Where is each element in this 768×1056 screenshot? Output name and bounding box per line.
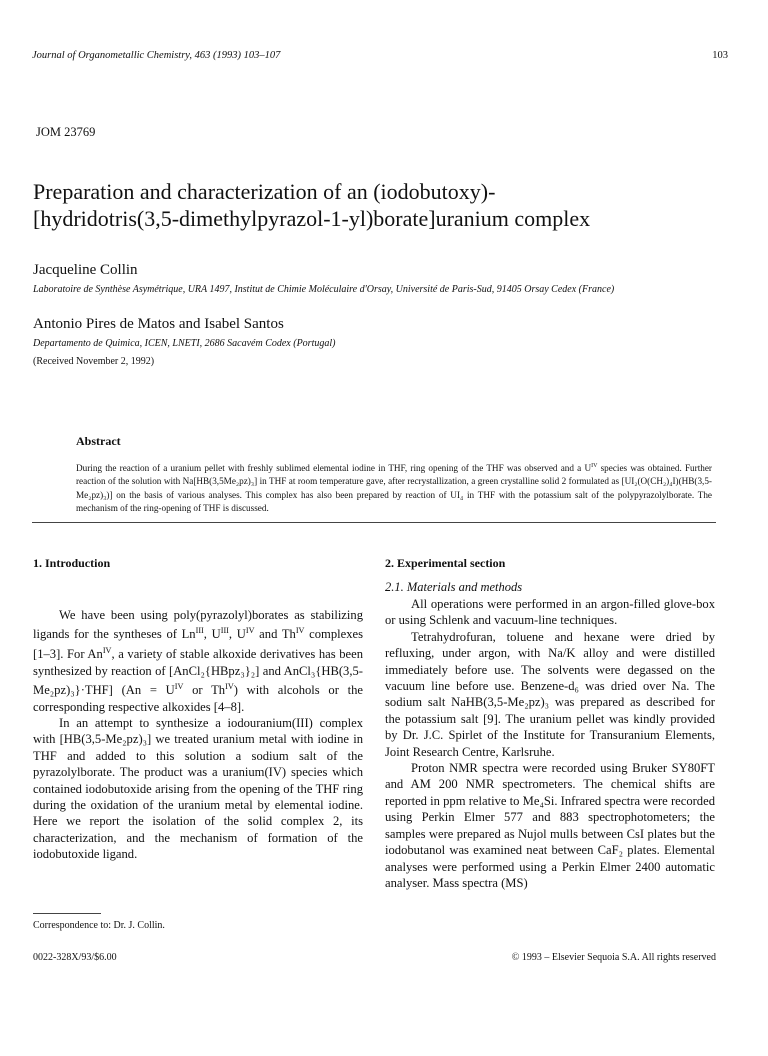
article-id: JOM 23769 [36, 125, 96, 139]
section-divider [32, 522, 716, 523]
section-heading-experimental: 2. Experimental section [385, 556, 506, 570]
journal-citation: Journal of Organometallic Chemistry, 463 (1993) 103–107 [32, 50, 281, 61]
footnote: Correspondence to: Dr. J. Collin. [33, 920, 165, 931]
title-line-1: Preparation and characterization of an (iodobutoxy)- [33, 179, 496, 204]
copyright-notice: © 1993 – Elsevier Sequoia S.A. All rights reserved [511, 952, 716, 963]
paragraph: Tetrahydrofuran, toluene and hexane were dried by refluxing, under argon, with Na/K alloy and were distilled immediately before use. The solvents were degassed on the vacuum line before use. Benzene-d₆ was dried over Na. The sodium salt NaHB(3,5-Me₂pz)₃ was prepared as described for the potassium salt [9]. The uranium pellet was kindly provided by Dr. J.C. Spirlet of the Institute for Transuranium Elements, Joint Research Centre, Karlsruhe. [385, 629, 715, 759]
article-title [33, 178, 733, 232]
right-column [385, 556, 715, 891]
paragraph: We have been using poly(pyrazolyl)borates as stabilizing ligands for the syntheses of $Ln^{III}$, $U^{III}$, $U^{IV}$ and $Th^{IV}$ complexes [1–3]. For $An^{IV}$, a variety of stable alkoxide derivatives has been synthesized by reaction of [AnCl₂{HBpz₃}₂] and AnCl₃{HB(3,5-Me₂pz)₃}·THF] ($An = U^{IV}$ or $Th^{IV}$) with alcohols or the corresponding respective alkoxides [4–8]. [33, 608, 364, 714]
left-column [33, 556, 363, 863]
title-line-2: [hydridotris(3,5-dimethylpyrazol-1-yl)borate]uranium complex [33, 206, 591, 231]
issn-price: 0022-328X/93/$6.00 [33, 952, 117, 963]
affiliation-1: Laboratoire de Synthèse Asymétrique, URA 1497, Institut de Chimie Moléculaire d'Orsay, Université de Paris-Sud, 91405 Orsay Cedex (France) [33, 284, 615, 295]
paragraph: Proton NMR spectra were recorded using Bruker SY80FT and AM 200 NMR spectrometers. The chemical shifts are reported in ppm relative to Me₄Si. Infrared spectra were recorded using Perkin Elmer 577 and 883 spectrophotometers; the samples were prepared as Nujol mulls between CsI plates but the iodobutanol was examined neat between CaF₂ plates. Elemental analyses were performed using a Perkin Elmer 2400 automatic analyser. Mass spectra (MS) [385, 761, 715, 890]
page-number: 103 [712, 50, 728, 61]
paragraph: All operations were performed in an argon-filled glove-box or using Schlenk and vacuum-line techniques. [385, 597, 715, 628]
section-heading-introduction: 1. Introduction [33, 556, 111, 570]
author-names-1: Jacqueline Collin [33, 262, 138, 278]
author-names-2: Antonio Pires de Matos and Isabel Santos [33, 316, 284, 332]
paragraph: In an attempt to synthesize a iodouranium(III) complex with [HB(3,5-Me₂pz)₃] we treated uranium metal with iodine in THF and added to this solution a sodium salt of the pyrazolylborate. The product was a uranium(IV) species which contained iodobutoxide arising from the opening of the THF ring during the oxidation of the uranium metal by elemental iodine. Here we report the isolation of the solid complex 2, its characterization, and the mechanism of formation of the iodobutoxide ligand. [33, 716, 363, 862]
abstract-text: During the reaction of a uranium pellet with freshly sublimed elemental iodine in THF, ring opening of the THF was observed and a $U^{IV}$ species was obtained. Further reaction of the solution with Na[HB(3,5Me₂pz)₃] in THF at room temperature gave, after recrystallization, a green crystalline solid 2 formulated as [UI₂(O(CH₂)₄I)(HB(3,5-Me₂pz)₃)] on the basis of various analyses. This complex has also been prepared by reaction of UI₄ in THF with the potassium salt of the polypyrazolylborate. The mechanism of the ring-opening of THF is discussed. [76, 463, 712, 514]
footnote-rule [33, 913, 101, 914]
abstract-heading: Abstract [76, 434, 121, 448]
subsection-heading: 2.1. Materials and methods [385, 580, 523, 594]
received-date: (Received November 2, 1992) [33, 356, 155, 367]
affiliation-2: Departamento de Quimica, ICEN, LNETI, 2686 Sacavém Codex (Portugal) [33, 338, 336, 349]
